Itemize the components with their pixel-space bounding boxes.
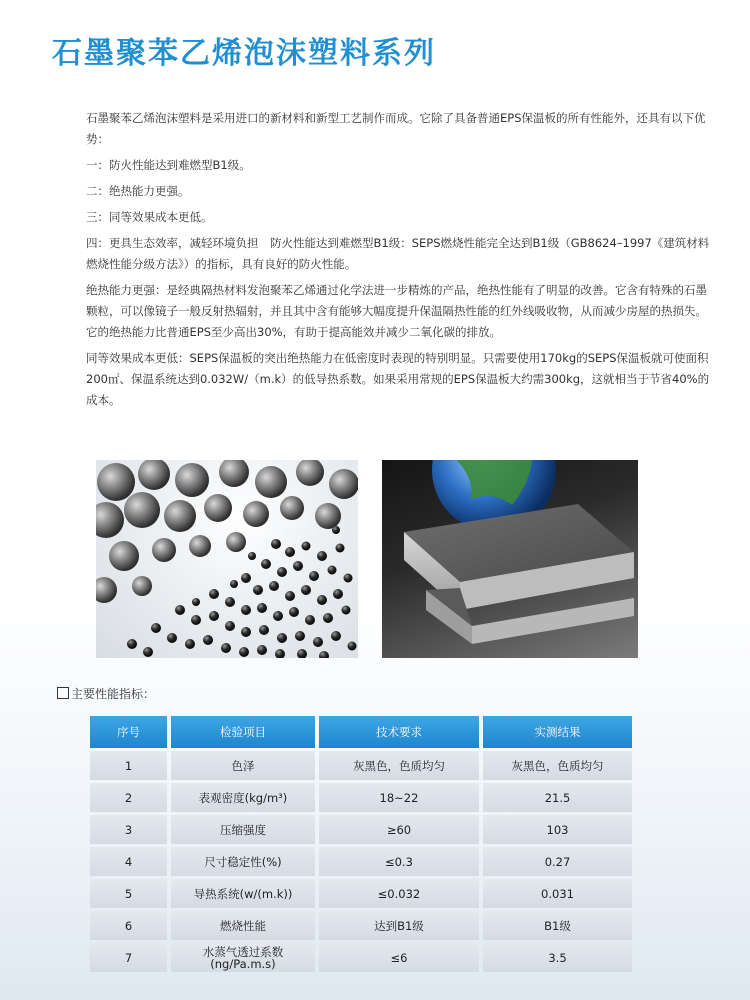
page-title: 石墨聚苯乙烯泡沫塑料系列 — [52, 36, 436, 71]
table-row — [90, 943, 632, 972]
table-row — [90, 847, 632, 876]
beads-illustration — [96, 460, 358, 658]
table-cell: 1 — [90, 751, 167, 780]
table-cell: 5 — [90, 879, 167, 908]
checkbox-square-icon — [57, 687, 69, 699]
paragraph-point-3: 三：同等效果成本更低。 — [86, 210, 213, 224]
performance-table — [86, 713, 636, 975]
table-cell: 7 — [90, 943, 167, 972]
graphite-beads-photo — [96, 460, 358, 658]
table-cell: 21.5 — [483, 783, 632, 812]
table-cell: 燃烧性能 — [171, 911, 315, 940]
board-illustration — [382, 460, 638, 658]
table-cell: 4 — [90, 847, 167, 876]
paragraph-point-1: 一：防火性能达到难燃型B1级。 — [86, 158, 251, 172]
table-cell: 达到B1级 — [319, 911, 479, 940]
table-cell: 水蒸气透过系数 (ng/Pa.m.s) — [171, 943, 315, 972]
table-row — [90, 815, 632, 844]
table-cell: 压缩强度 — [171, 815, 315, 844]
table-cell: 6 — [90, 911, 167, 940]
table-cell: ≤6 — [319, 943, 479, 972]
table-cell: 尺寸稳定性(%) — [171, 847, 315, 876]
table-cell: ≤0.032 — [319, 879, 479, 908]
table-cell: B1级 — [483, 911, 632, 940]
table-header-cell: 实测结果 — [483, 716, 632, 748]
paragraph-insulation: 绝热能力更强：是经典隔热材料发泡聚苯乙烯通过化学法进一步精炼的产品，绝热性能有了明显的改善。它含有特殊的石墨颗粒，可以像镜子一般反射热辐射，并且其中含有能够大幅度提升保温隔热性能的红外线吸收物，从而减少房屋的热损失。它的绝热能力比普通EPS至少高出30%，有助于提高能效并减少二氧化碳的排放。 — [86, 283, 707, 339]
table-header-cell: 检验项目 — [171, 716, 315, 748]
table-header-row — [90, 716, 632, 748]
table-cell: 色泽 — [171, 751, 315, 780]
table-row — [90, 911, 632, 940]
table-header-cell: 技术要求 — [319, 716, 479, 748]
table-cell: 0.031 — [483, 879, 632, 908]
eps-board-photo — [382, 460, 638, 658]
table-cell: ≤0.3 — [319, 847, 479, 876]
table-cell: 18~22 — [319, 783, 479, 812]
intro-text — [86, 108, 710, 416]
paragraph-cost: 同等效果成本更低：SEPS保温板的突出绝热能力在低密度时表现的特别明显。只需要使用170kg的SEPS保温板就可使面积200㎡、保温系统达到0.032W/（m.k）的低导热系数。如果采用常规的EPS保温板大约需300kg，这就相当于节省40%的成本。 — [86, 351, 710, 407]
table-header-cell: 序号 — [90, 716, 167, 748]
table-cell: 灰黑色，色质均匀 — [483, 751, 632, 780]
section-label — [57, 685, 155, 702]
table-cell: 2 — [90, 783, 167, 812]
table-cell: 103 — [483, 815, 632, 844]
table-row — [90, 751, 632, 780]
table-cell: 3 — [90, 815, 167, 844]
table-cell: 导热系统(w/(m.k)) — [171, 879, 315, 908]
section-label-text: 主要性能指标： — [71, 687, 156, 701]
table-cell: 灰黑色，色质均匀 — [319, 751, 479, 780]
table-cell: 0.27 — [483, 847, 632, 876]
paragraph-intro: 石墨聚苯乙烯泡沫塑料是采用进口的新材料和新型工艺制作而成。它除了具备普通EPS保温板的所有性能外，还具有以下优势： — [86, 111, 706, 146]
table-cell: 3.5 — [483, 943, 632, 972]
paragraph-point-4: 四：更具生态效率，减轻环境负担 防火性能达到难燃型B1级：SEPS燃烧性能完全达到B1级（GB8624–1997《建筑材料燃烧性能分级方法》）的指标，具有良好的防火性能。 — [86, 236, 710, 271]
table-cell: 表观密度(kg/m³) — [171, 783, 315, 812]
paragraph-point-2: 二：绝热能力更强。 — [86, 184, 190, 198]
table-row — [90, 879, 632, 908]
table-cell: ≥60 — [319, 815, 479, 844]
table-row — [90, 783, 632, 812]
